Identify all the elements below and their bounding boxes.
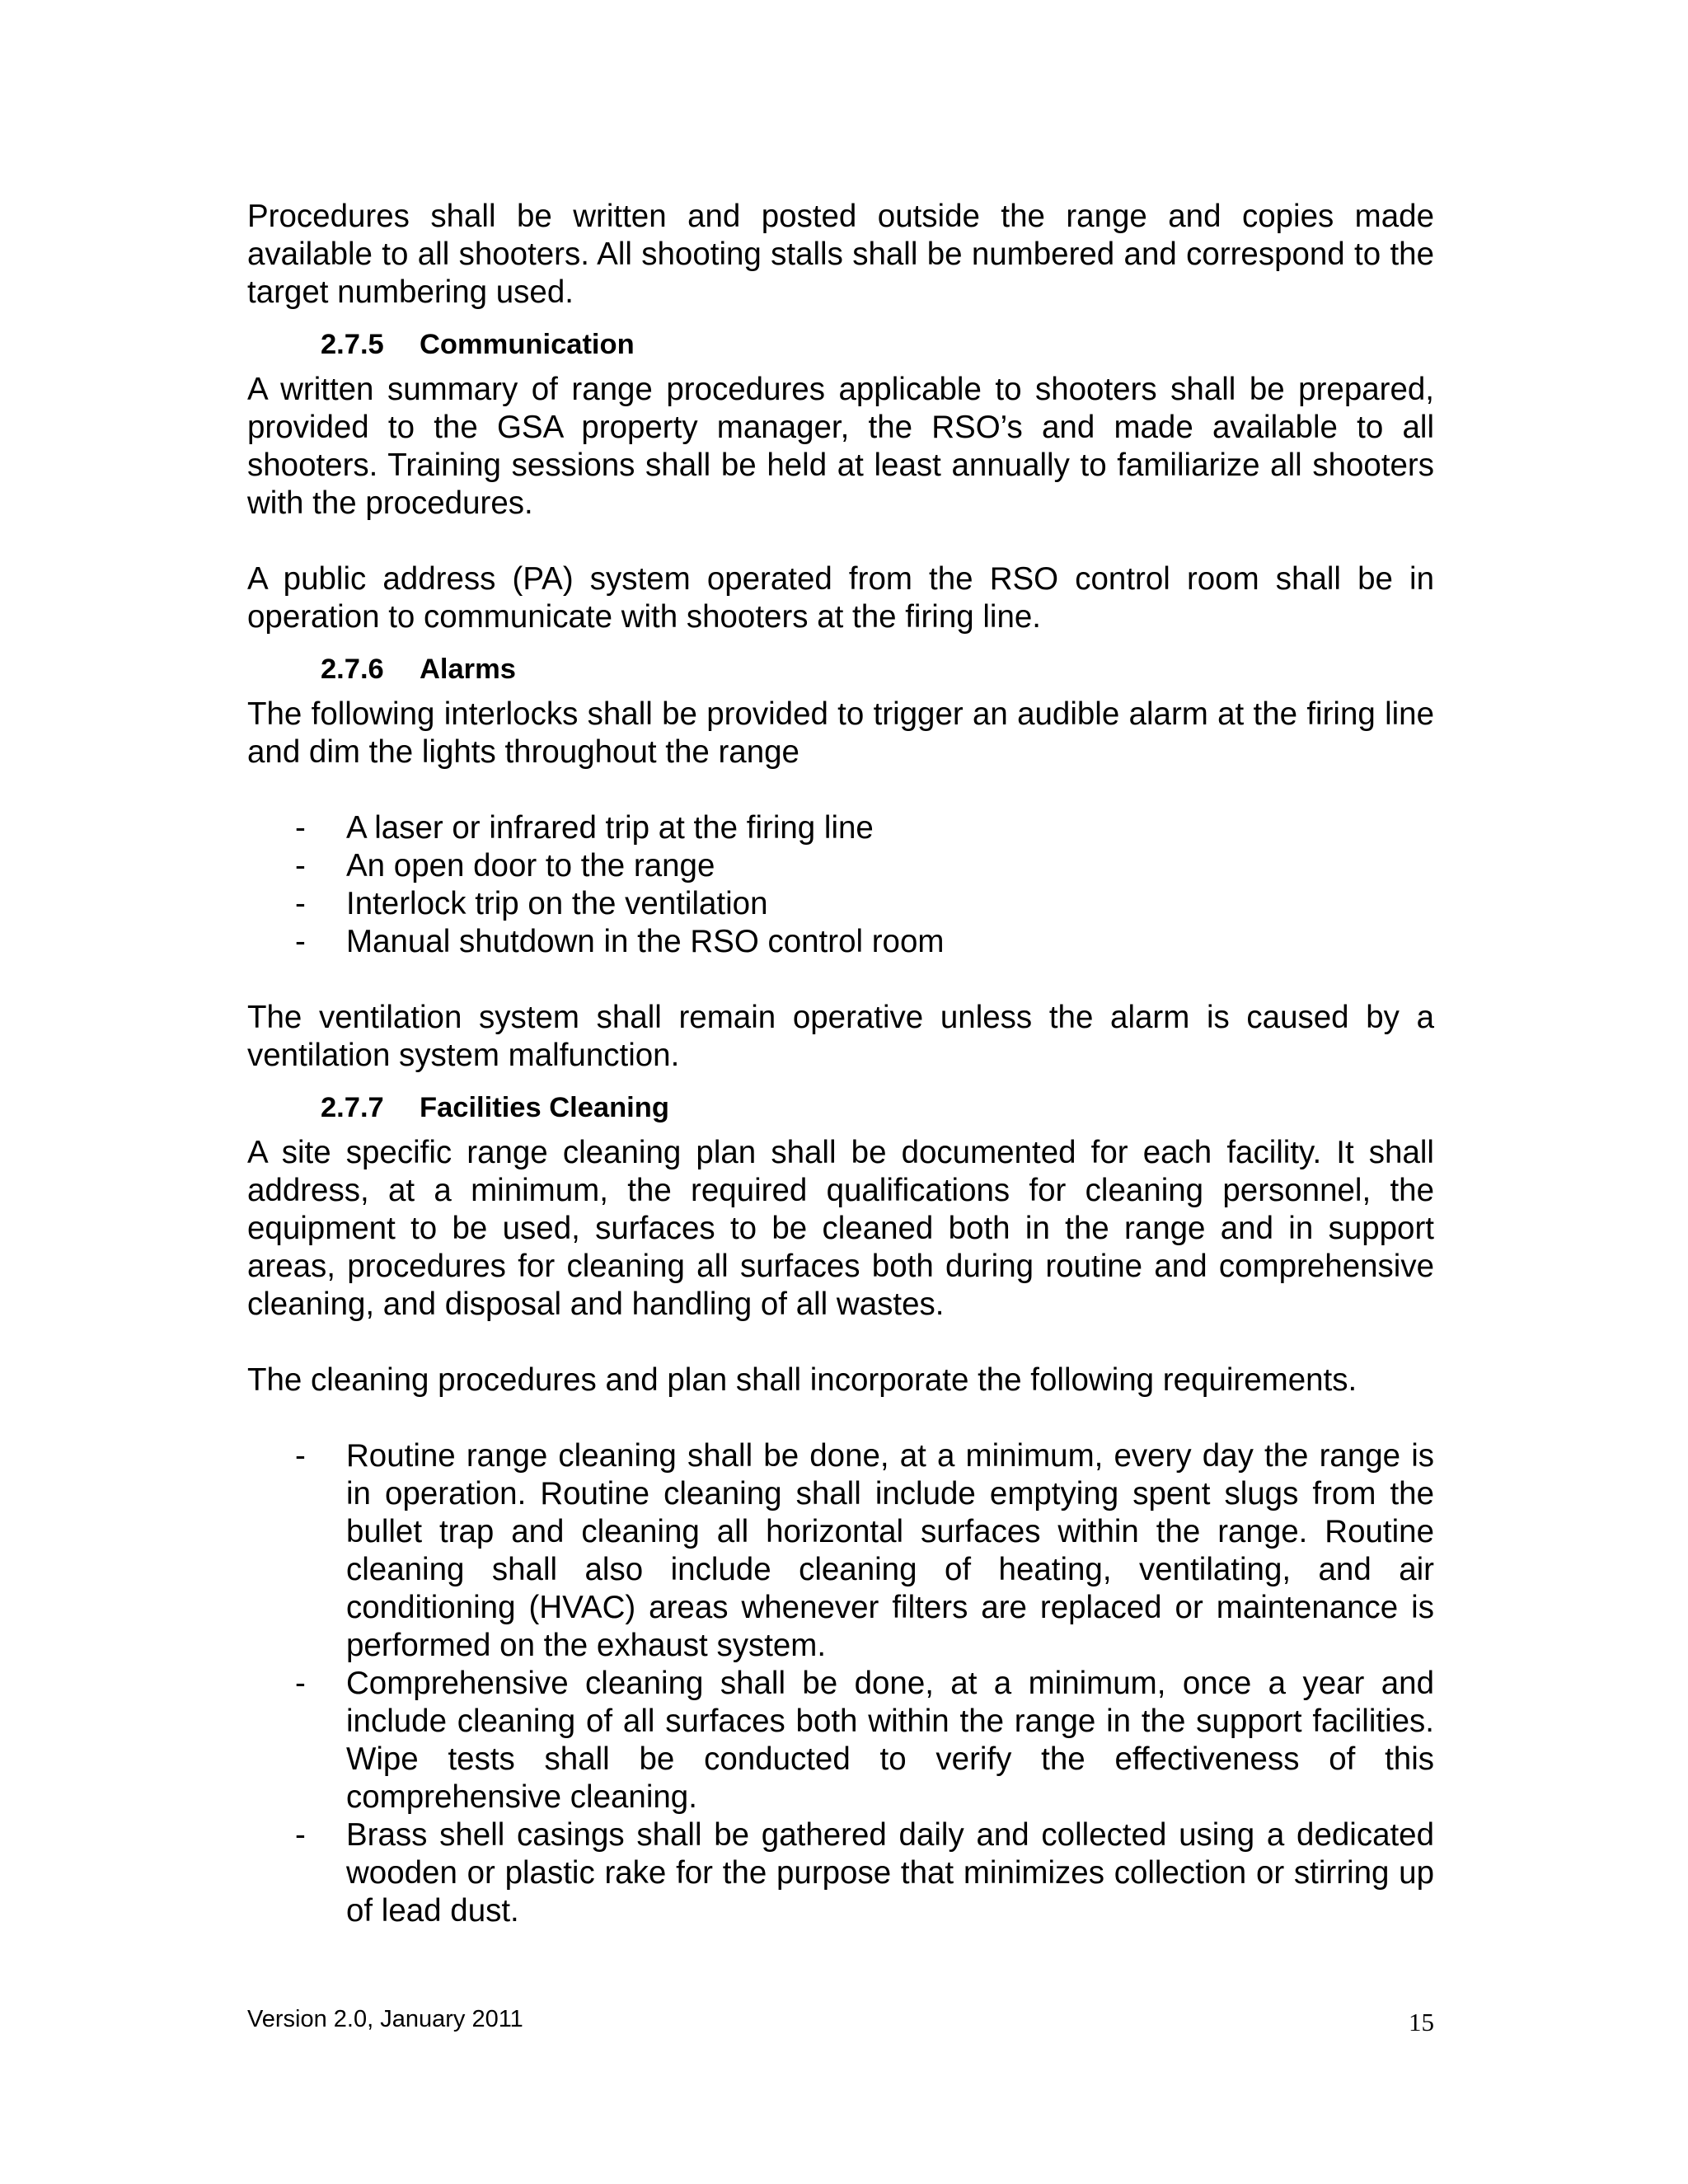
list-item-text: Interlock trip on the ventilation — [346, 886, 768, 921]
page-footer — [247, 2003, 1434, 2044]
communication-paragraph-1: A written summary of range procedures applicable to shooters shall be prepared, provided to the GSA property manager, the RSO’s and made available to all shooters. Training sessions shall be held at least annually to familiarize all shooters with the procedures. — [247, 372, 1434, 521]
dash-bullet: - — [295, 1438, 306, 1474]
section-title: Communication — [420, 329, 635, 360]
alarms-list — [247, 809, 1434, 961]
page-content — [247, 198, 1434, 1930]
page-number: 15 — [1409, 2008, 1434, 2036]
list-item — [247, 885, 1434, 923]
section-heading-2-7-6 — [247, 651, 1434, 687]
dash-bullet: - — [295, 886, 306, 921]
intro-paragraph: Procedures shall be written and posted outside the range and copies made available to all shooters. All shooting stalls shall be numbered and correspond to the target numbering used. — [247, 199, 1434, 310]
list-item — [247, 923, 1434, 961]
section-heading-2-7-5 — [247, 326, 1434, 363]
list-item-text: Brass shell casings shall be gathered daily and collected using a dedicated wooden or plastic rake for the purpose that minimizes collection or stirring up of lead dust. — [346, 1817, 1434, 1929]
alarms-paragraph-2: The ventilation system shall remain operative unless the alarm is caused by a ventilation system malfunction. — [247, 1000, 1434, 1073]
dash-bullet: - — [295, 848, 306, 883]
cleaning-requirements-list — [247, 1437, 1434, 1930]
dash-bullet: - — [295, 924, 306, 959]
list-item-text: A laser or infrared trip at the firing line — [346, 810, 874, 846]
section-heading-2-7-7 — [247, 1090, 1434, 1126]
section-title: Alarms — [420, 654, 516, 685]
section-title: Facilities Cleaning — [420, 1092, 669, 1123]
dash-bullet: - — [295, 1666, 306, 1701]
dash-bullet: - — [295, 810, 306, 846]
cleaning-paragraph-2: The cleaning procedures and plan shall incorporate the following requirements. — [247, 1362, 1357, 1398]
list-item — [247, 1437, 1434, 1665]
list-item-text: Comprehensive cleaning shall be done, at a minimum, once a year and include cleaning of all surfaces both within the range in the support facilities. Wipe tests shall be conducted to verify the effectiveness of this comprehensive cleaning. — [346, 1666, 1434, 1815]
dash-bullet: - — [295, 1817, 306, 1853]
list-item — [247, 1665, 1434, 1816]
section-number: 2.7.6 — [321, 654, 384, 685]
list-item-text: Routine range cleaning shall be done, at a minimum, every day the range is in operation. Routine cleaning shall include emptying spent slugs from the bullet trap and cleaning all horizontal surfaces within the range. Routine cleaning shall also include cleaning of heating, ventilating, and air conditioning (HVAC) areas whenever filters are replaced or maintenance is performed on the exhaust system. — [346, 1438, 1434, 1663]
list-item — [247, 847, 1434, 885]
list-item — [247, 1816, 1434, 1930]
communication-paragraph-2: A public address (PA) system operated from the RSO control room shall be in operation to communicate with shooters at the firing line. — [247, 561, 1434, 635]
cleaning-paragraph-1: A site specific range cleaning plan shall be documented for each facility. It shall address, at a minimum, the required qualifications for cleaning personnel, the equipment to be used, surfaces to be cleaned both in the range and in support areas, procedures for cleaning all surfaces both during routine and comprehensive cleaning, and disposal and handling of all wastes. — [247, 1135, 1434, 1322]
alarms-paragraph-1: The following interlocks shall be provided to trigger an audible alarm at the firing line and dim the lights throughout the range — [247, 696, 1434, 770]
list-item-text: An open door to the range — [346, 848, 715, 883]
list-item — [247, 809, 1434, 847]
section-number: 2.7.7 — [321, 1092, 384, 1123]
section-number: 2.7.5 — [321, 329, 384, 360]
list-item-text: Manual shutdown in the RSO control room — [346, 924, 945, 959]
version-label: Version 2.0, January 2011 — [247, 2006, 523, 2032]
